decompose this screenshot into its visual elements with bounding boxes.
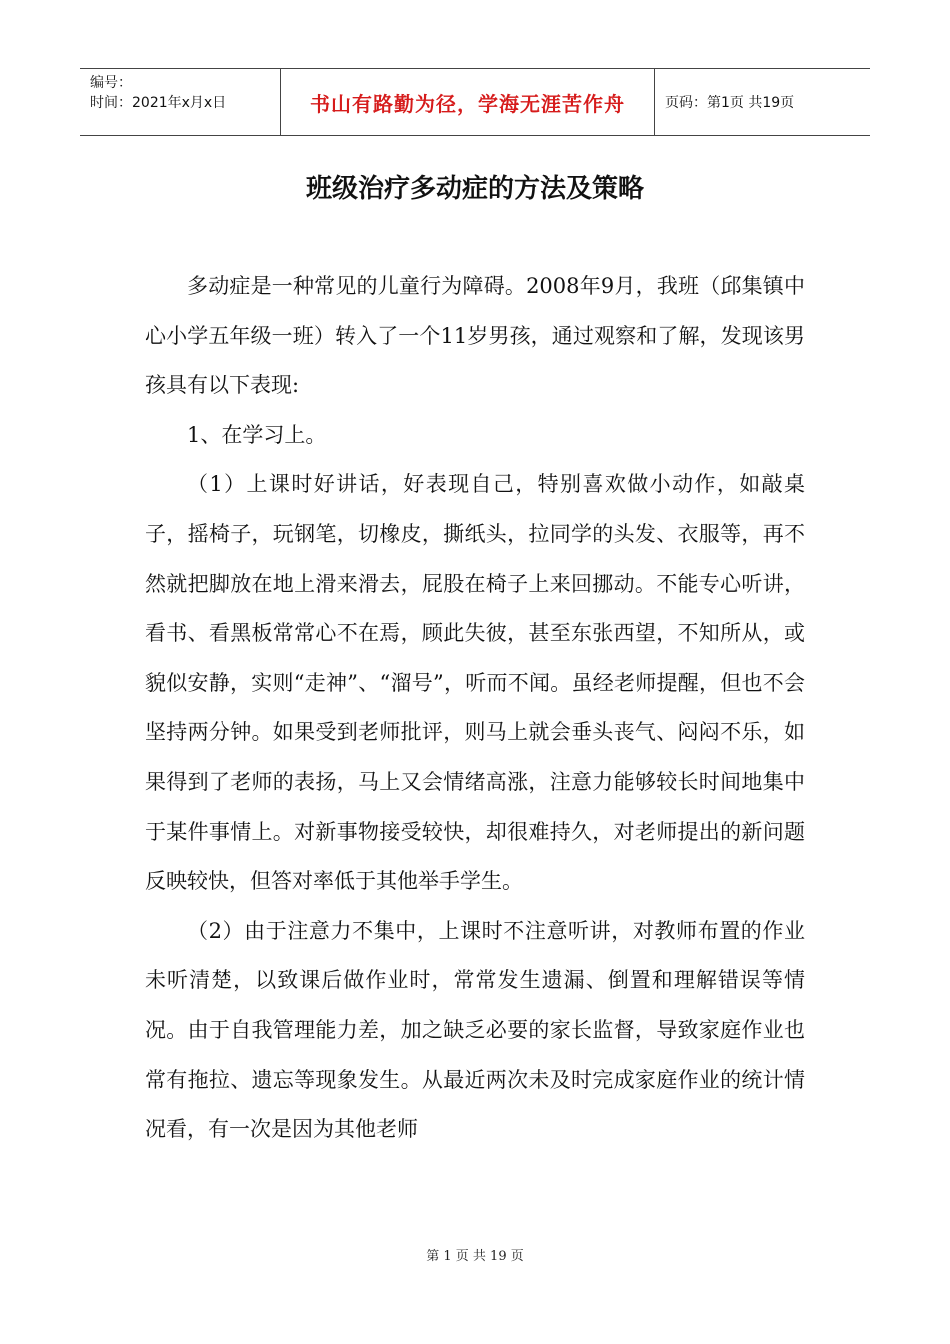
header-motto-cell xyxy=(280,69,655,135)
header-meta xyxy=(80,69,280,135)
body-paragraph: 1、在学习上。 xyxy=(187,422,327,447)
document-time-label: 时间：2021年x月x日 xyxy=(90,95,227,111)
header-motto: 书山有路勤为径，学海无涯苦作舟 xyxy=(310,91,625,116)
page-header xyxy=(80,68,870,136)
document-number-label: 编号： xyxy=(90,75,132,91)
document-body xyxy=(145,262,805,1155)
page-footer: 第 1 页 共 19 页 xyxy=(426,1249,524,1264)
body-paragraph: 多动症是一种常见的儿童行为障碍。2008年9月，我班（邱集镇中心小学五年级一班）转入了一个11岁男孩，通过观察和了解，发现该男孩具有以下表现: xyxy=(145,274,805,398)
document-title: 班级治疗多动症的方法及策略 xyxy=(305,174,644,204)
body-paragraph: （1）上课时好讲话，好表现自己，特别喜欢做小动作，如敲桌子，摇椅子，玩钢笔，切橡皮，撕纸头，拉同学的头发、衣服等，再不然就把脚放在地上滑来滑去，屁股在椅子上来回挪动。不能专心听讲，看书、看黑板常常心不在焉，顾此失彼，甚至东张西望，不知所从，或貌似安静，实则“走神”、“溜号”，听而不闻。虽经老师提醒，但也不会坚持两分钟。如果受到老师批评，则马上就会垂头丧气、闷闷不乐，如果得到了老师的表扬，马上又会情绪高涨，注意力能够较长时间地集中于某件事情上。对新事物接受较快，却很难持久，对老师提出的新问题反映较快，但答对率低于其他举手学生。 xyxy=(145,472,805,894)
body-paragraph: （2）由于注意力不集中，上课时不注意听讲，对教师布置的作业未听清楚，以致课后做作业时，常常发生遗漏、倒置和理解错误等情况。由于自我管理能力差，加之缺乏必要的家长监督，导致家庭作业也常有拖拉、遗忘等现象发生。从最近两次未及时完成家庭作业的统计情况看，有一次是因为其他老师 xyxy=(145,918,805,1142)
header-page-info: 页码：第1页 共19页 xyxy=(665,95,795,111)
